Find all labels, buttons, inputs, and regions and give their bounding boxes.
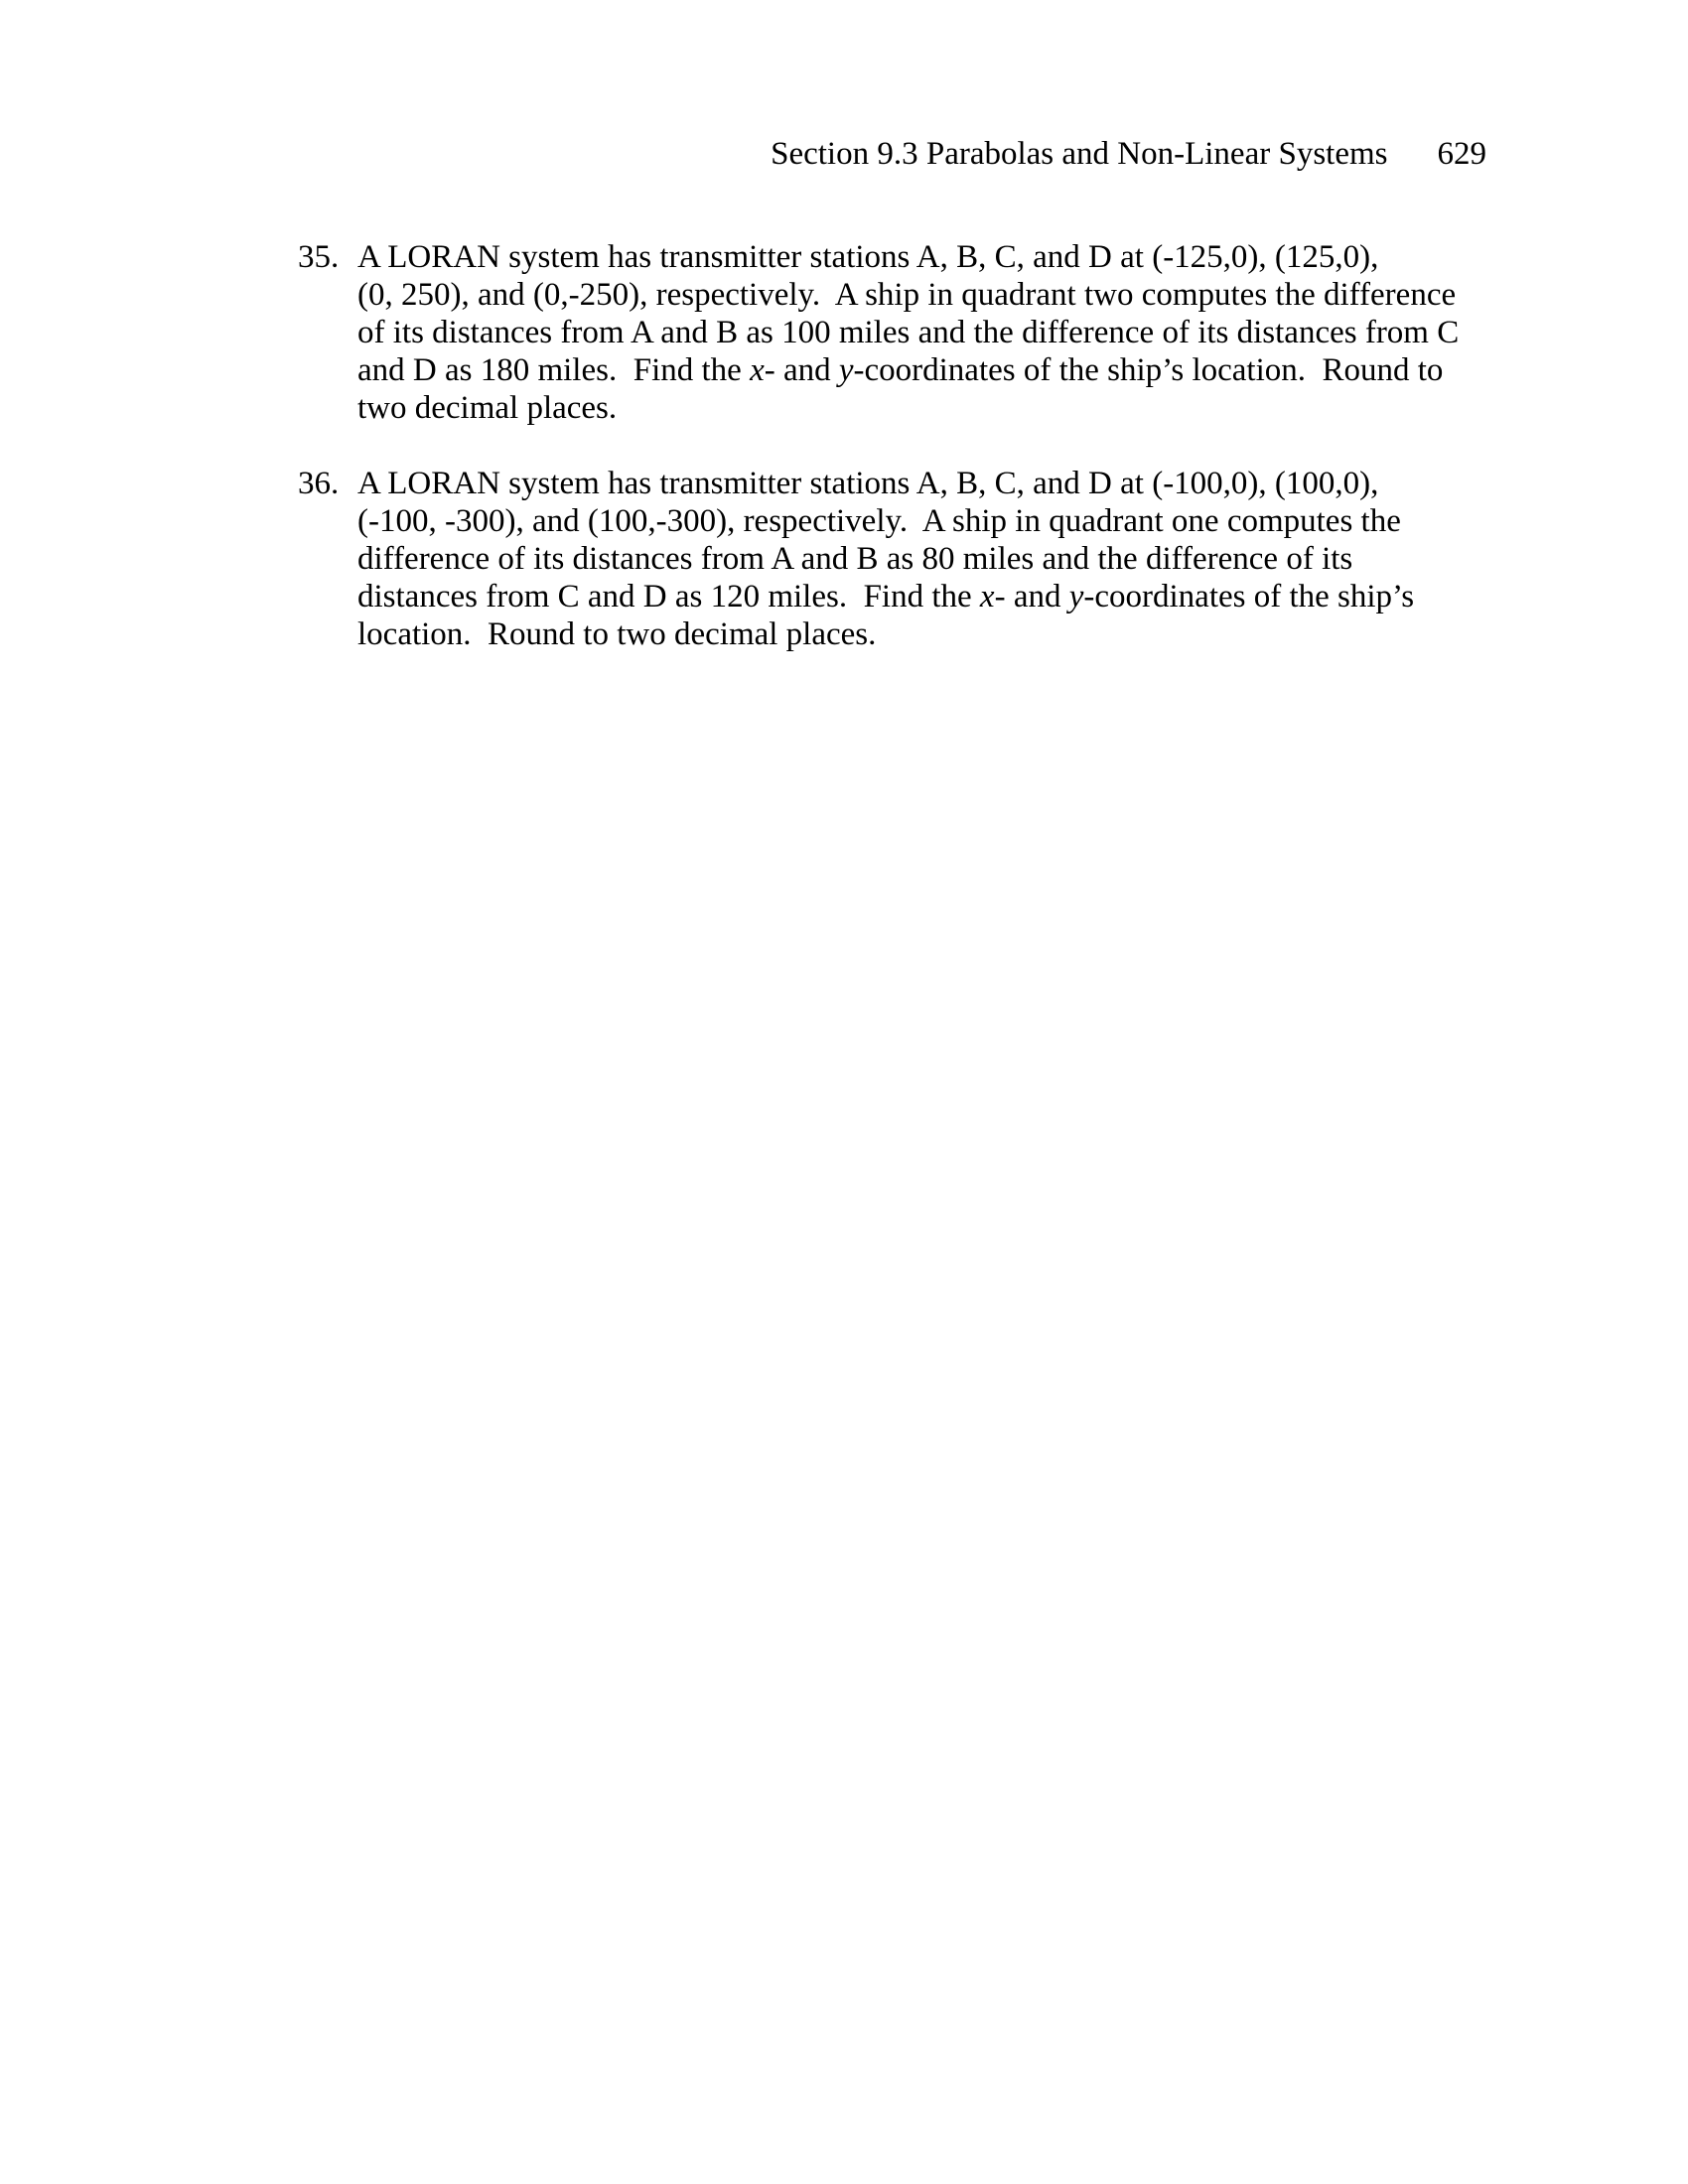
text-line: A LORAN system has transmitter stations A, B, C, and D at (-100,0), (100,0), <box>357 466 1379 501</box>
text-line: of its distances from A and B as 100 miles and the difference of its distances from C <box>357 315 1460 350</box>
problem-36 <box>298 465 1539 653</box>
text-line: A LORAN system has transmitter stations A, B, C, and D at (-125,0), (125,0), <box>357 239 1379 275</box>
problem-list <box>298 238 1539 653</box>
problem-number: 35. <box>298 239 340 275</box>
text-line: location. Round to two decimal places. <box>357 616 877 652</box>
problem-text <box>357 238 1539 427</box>
text-line: distances from C and D as 120 miles. Find the x- and y-coordinates of the ship’s <box>357 579 1415 614</box>
text-line: and D as 180 miles. Find the x- and y-coordinates of the ship’s location. Round to <box>357 352 1444 388</box>
problem-number: 36. <box>298 466 340 501</box>
problem-35 <box>298 238 1539 427</box>
text-line: difference of its distances from A and B as 80 miles and the difference of its <box>357 541 1353 577</box>
section-title: Section 9.3 Parabolas and Non-Linear Systems <box>771 136 1388 172</box>
problem-text <box>357 465 1539 653</box>
text-line: (0, 250), and (0,-250), respectively. A ship in quadrant two computes the difference <box>357 277 1457 313</box>
page-number: 629 <box>1437 136 1486 172</box>
page-header <box>0 97 1486 210</box>
text-line: two decimal places. <box>357 390 618 426</box>
text-line: (-100, -300), and (100,-300), respectively. A ship in quadrant one computes the <box>357 503 1401 539</box>
